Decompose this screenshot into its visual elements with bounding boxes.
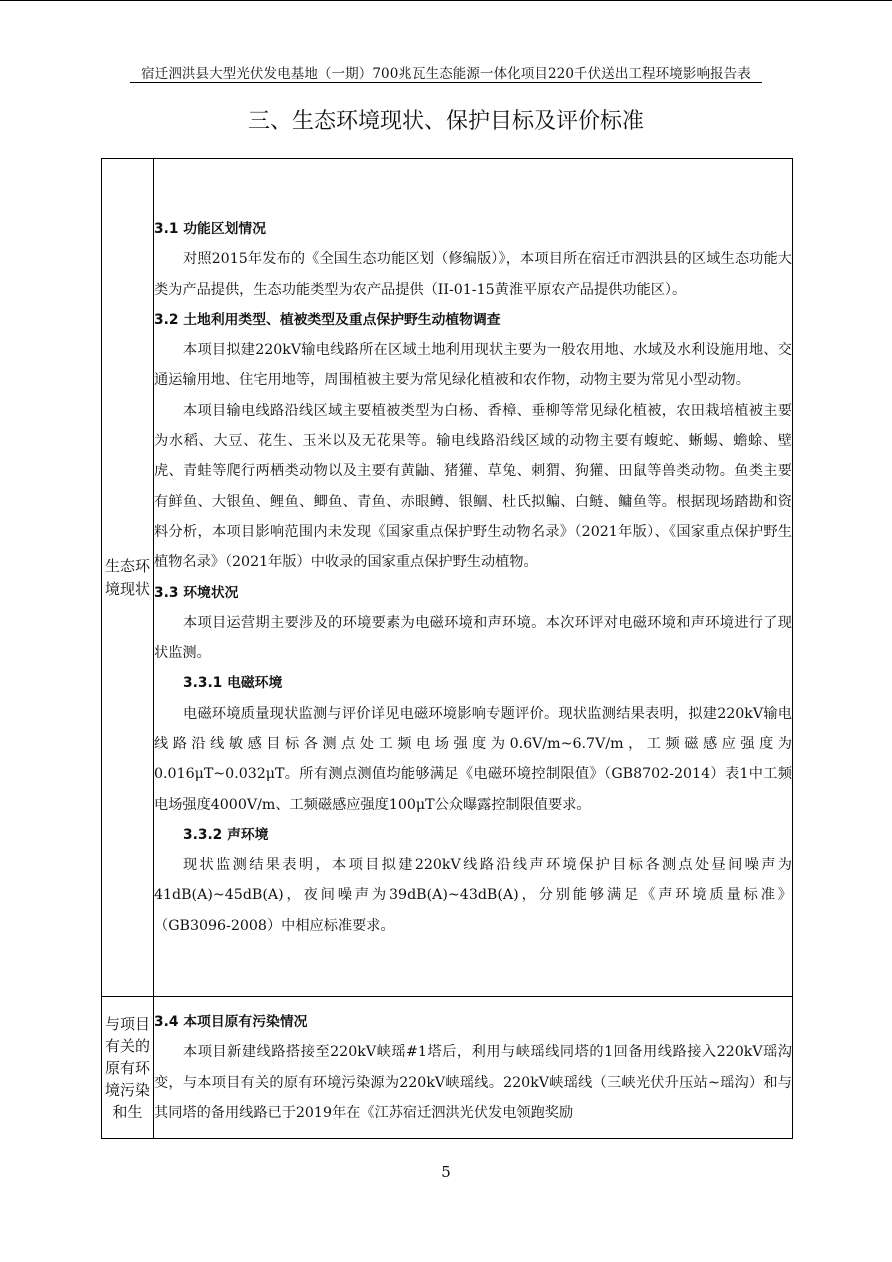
paragraph: 本项目新建线路搭接至220kV峡瑶#1塔后，利用与峡瑶线同塔的1回备用线路接入220kV瑶沟变，与本项目有关的原有环境污染源为220kV峡瑶线。220kV峡瑶线（三峡光伏升压站~瑶沟）和与其同塔的备用线路已于2019年在《江苏宿迁泗洪光伏发电领跑奖励 bbox=[154, 1044, 792, 1121]
header-rule bbox=[130, 82, 762, 83]
paragraph: 电磁环境质量现状监测与评价详见电磁环境影响专题评价。现状监测结果表明，拟建220kV输电线路沿线敏感目标各测点处工频电场强度为0.6V/m~6.7V/m，工频磁感应强度为0.016μT~0.032μT。所有测点测值均能够满足《电磁环境控制限值》（GB8702-2014）表1中工频电场强度4000V/m、工频磁感应强度100μT公众曝露控制限值要求。 bbox=[154, 705, 792, 813]
section-title: 三、生态环境现状、保护目标及评价标准 bbox=[247, 109, 644, 134]
heading-3-3: 3.3 环境状况 bbox=[154, 584, 239, 601]
heading-3-3-2: 3.3.2 声环境 bbox=[183, 826, 269, 843]
heading-3-4: 3.4 本项目原有污染情况 bbox=[154, 1013, 308, 1030]
heading-3-2: 3.2 土地利用类型、植被类型及重点保护野生动植物调查 bbox=[154, 311, 501, 328]
paragraph: 本项目运营期主要涉及的环境要素为电磁环境和声环境。本次环评对电磁环境和声环境进行了现状监测。 bbox=[154, 614, 792, 662]
paragraph: 本项目输电线路沿线区域主要植被类型为白杨、香樟、垂柳等常见绿化植被，农田栽培植被主要为水稻、大豆、花生、玉米以及无花果等。输电线路沿线区域的动物主要有蝮蛇、蜥蜴、蟾蜍、壁虎、青蛙等爬行两栖类动物以及主要有黄鼬、猪獾、草兔、刺猬、狗獾、田鼠等兽类动物。鱼类主要有鲜鱼、大银鱼、鲤鱼、鲫鱼、青鱼、赤眼鳟、银鲴、杜氏拟鳊、白鲢、鳙鱼等。根据现场踏勘和资料分析，本项目影响范围内未发现《国家重点保护野生动物名录》（2021年版）、《国家重点保护野生植物名录》（2021年版）中收录的国家重点保护野生动植物。 bbox=[154, 402, 792, 571]
paragraph: 现状监测结果表明，本项目拟建220kV线路沿线声环境保护目标各测点处昼间噪声为41dB(A)~45dB(A)，夜间噪声为39dB(A)~43dB(A)，分别能够满足《声环境质量标准》（GB3096-2008）中相应标准要求。 bbox=[154, 857, 792, 934]
paragraph: 对照2015年发布的《全国生态功能区划（修编版）》，本项目所在宿迁市泗洪县的区域生态功能大类为产品提供，生态功能类型为农产品提供（II-01-15黄淮平原农产品提供功能区）。 bbox=[154, 251, 792, 298]
table-row bbox=[102, 159, 793, 997]
heading-3-1: 3.1 功能区划情况 bbox=[154, 220, 267, 237]
heading-3-3-1: 3.3.1 电磁环境 bbox=[183, 675, 283, 692]
table-row bbox=[102, 997, 793, 1139]
row-label-pollution: 与项目有关的原有环境污染和生 bbox=[102, 997, 154, 1139]
row-content-ecology bbox=[154, 159, 793, 997]
page-top-rule bbox=[0, 0, 892, 1]
running-header: 宿迁泗洪县大型光伏发电基地（一期）700兆瓦生态能源一体化项目220千伏送出工程环境影响报告表 bbox=[141, 66, 751, 82]
paragraph: 本项目拟建220kV输电线路所在区域土地利用现状主要为一般农用地、水域及水利设施用地、交通运输用地、住宅用地等，周围植被主要为常见绿化植被和农作物，动物主要为常见小型动物。 bbox=[154, 342, 792, 389]
page-number: 5 bbox=[441, 1163, 451, 1181]
row-content-pollution bbox=[154, 997, 793, 1139]
content-table bbox=[101, 158, 793, 1139]
row-label-ecology: 生态环境现状 bbox=[102, 159, 154, 997]
